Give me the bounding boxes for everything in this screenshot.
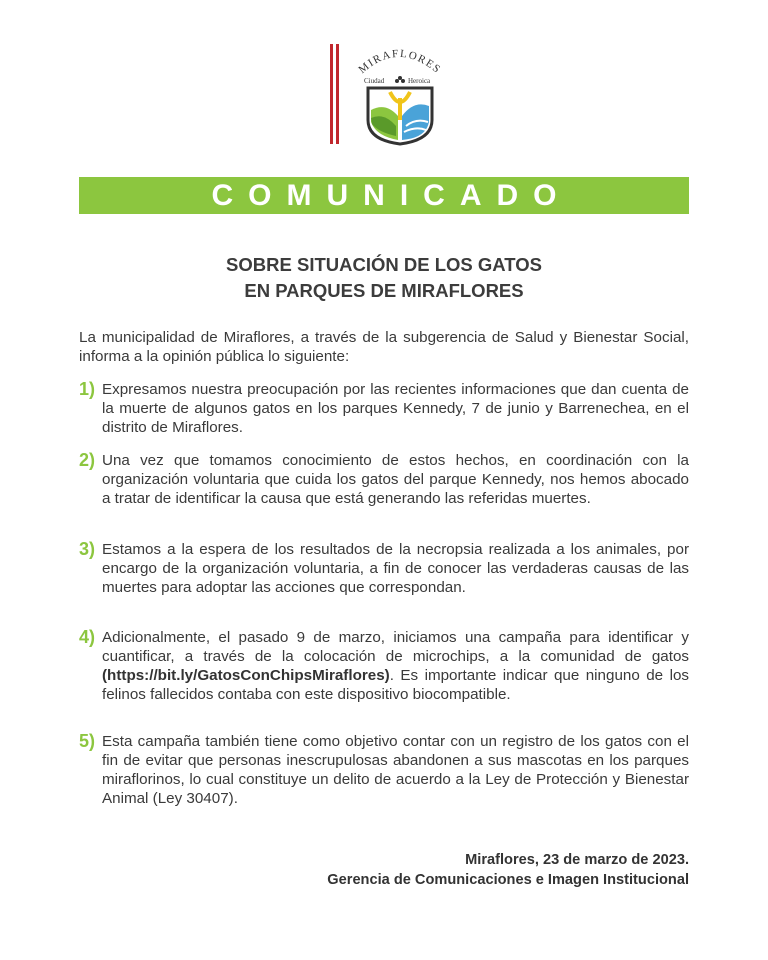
signature-date: Miraflores, 23 de marzo de 2023. <box>465 852 689 868</box>
document-title <box>0 252 768 304</box>
item-number: 4) <box>79 627 96 647</box>
comunicado-banner <box>79 177 689 214</box>
item-number: 2) <box>79 450 96 470</box>
item-text: Estamos a la espera de los resultados de la necropsia realizada a los animales, por encargo de la organización voluntaria, a fin de conocer las verdaderas causas de las muertes para adoptar las acciones que correspondan. <box>102 541 689 596</box>
list-item-1 <box>79 380 689 437</box>
logo-motto-right: Heroica <box>408 77 431 85</box>
item-text-before: Adicionalmente, el pasado 9 de marzo, iniciamos una campaña para identificar y cuantificar, a través de la colocación de microchips, a la comunidad de gatos <box>102 629 689 665</box>
campaign-link[interactable]: (https://bit.ly/GatosConChipsMiraflores) <box>102 667 390 684</box>
signature-block <box>327 850 689 890</box>
list-item-5 <box>79 732 689 808</box>
item-text: Una vez que tomamos conocimiento de estos hechos, en coordinación con la organización voluntaria que cuida los gatos del parque Kennedy, nos hemos abocado a tratar de identificar la causa que está generando las referidas muertes. <box>102 452 689 507</box>
miraflores-logo <box>330 40 450 150</box>
intro-paragraph: La municipalidad de Miraflores, a través de la subgerencia de Salud y Bienestar Social, informa a la opinión pública lo siguiente: <box>79 329 689 365</box>
svg-text:MIRAFLORES <box>356 48 443 76</box>
banner-title: COMUNICADO <box>211 178 572 212</box>
item-number: 3) <box>79 539 96 559</box>
title-line-2: EN PARQUES DE MIRAFLORES <box>244 280 524 301</box>
signature-office: Gerencia de Comunicaciones e Imagen Institucional <box>327 872 689 888</box>
item-number: 5) <box>79 731 96 751</box>
miraflores-crest-icon <box>346 40 450 148</box>
item-text-after: . Es importante indicar que ninguno de los felinos fallecidos contaba con este dispositivo biocompatible. <box>102 667 689 703</box>
list-item-2 <box>79 451 689 508</box>
item-number: 1) <box>79 379 96 399</box>
logo-name: MIRAFLORES <box>356 47 444 77</box>
logo-motto-left: Ciudad <box>364 77 385 85</box>
list-item-3 <box>79 540 689 597</box>
list-item-4 <box>79 628 689 704</box>
item-text <box>102 628 689 704</box>
item-text: Expresamos nuestra preocupación por las recientes informaciones que dan cuenta de la muerte de algunos gatos en los parques Kennedy, 7 de junio y Barrenechea, en el distrito de Miraflores. <box>102 381 689 436</box>
item-text: Esta campaña también tiene como objetivo contar con un registro de los gatos con el fin de evitar que personas inescrupulosas abandonen a sus mascotas en los parques miraflorinos, lo cual constituye un delito de acuerdo a la Ley de Protección y Bienestar Animal (Ley 30407). <box>102 733 689 807</box>
title-line-1: SOBRE SITUACIÓN DE LOS GATOS <box>226 254 542 275</box>
